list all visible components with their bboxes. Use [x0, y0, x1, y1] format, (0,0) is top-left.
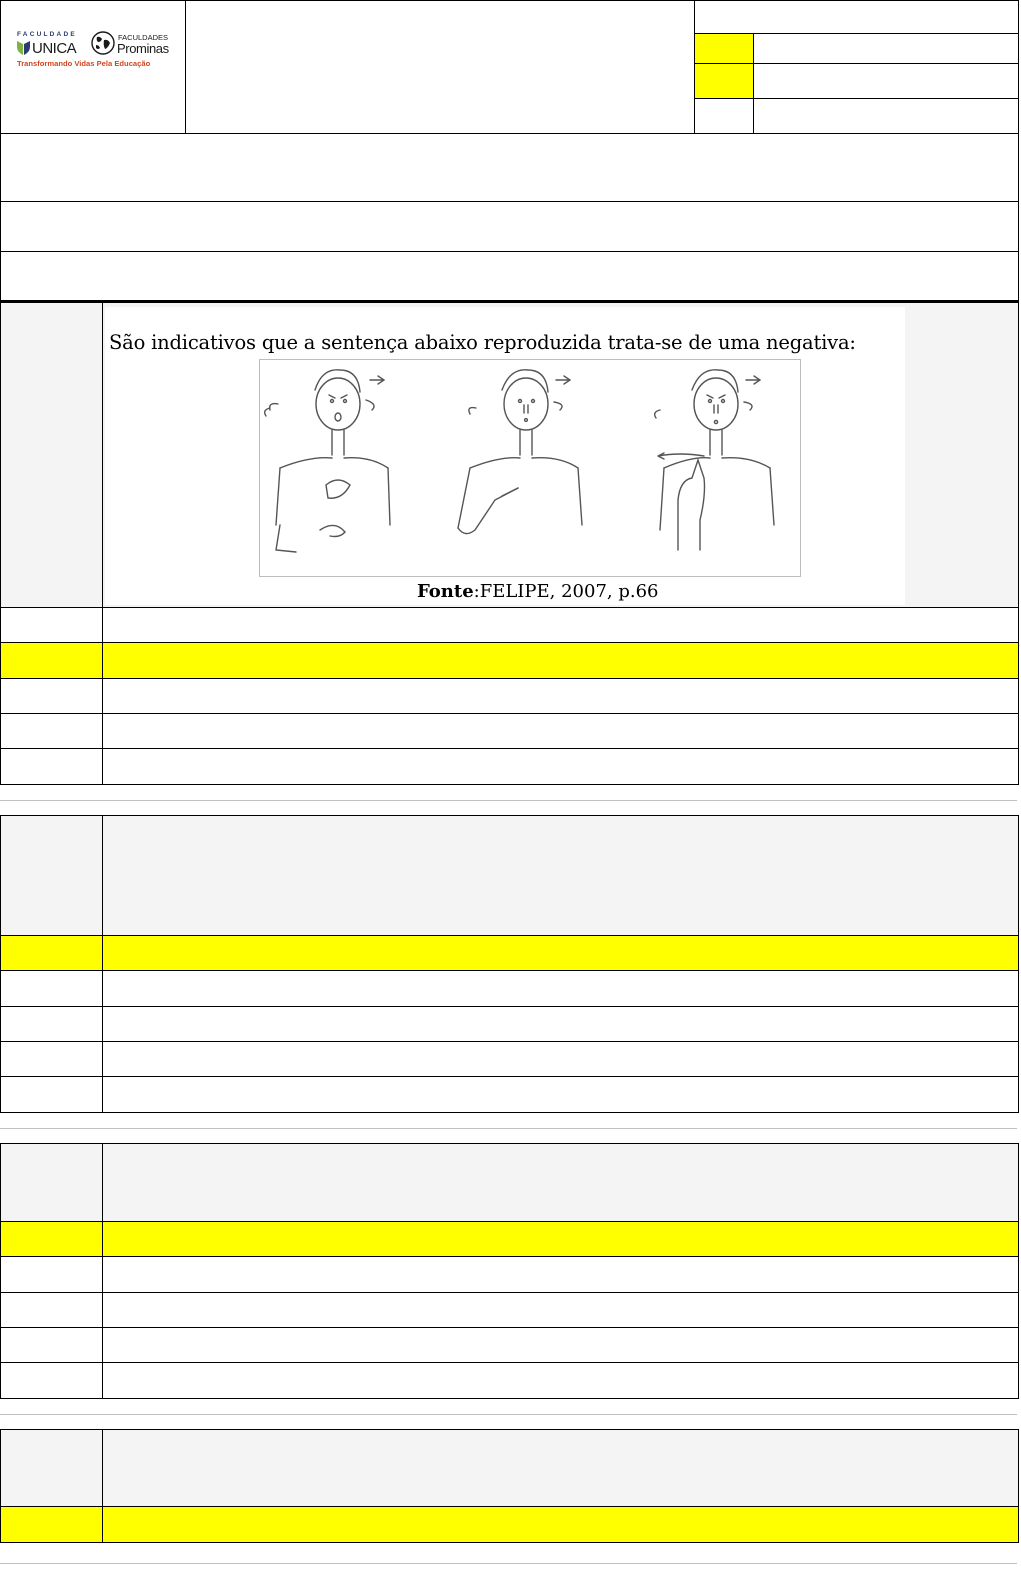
answer-option-d[interactable] — [1, 714, 1018, 749]
option-key — [1, 936, 103, 970]
sign-language-illustration — [259, 359, 801, 577]
question-block — [0, 1429, 1019, 1543]
shield-icon — [17, 41, 30, 55]
separator — [0, 1128, 1017, 1129]
answer-option-a[interactable] — [1, 936, 1018, 971]
meta-row — [695, 1, 1018, 34]
option-key — [1, 971, 103, 1006]
option-key — [1, 1293, 103, 1327]
question-figure — [105, 307, 905, 605]
info-row — [0, 252, 1019, 302]
answer-option-c[interactable] — [1, 1293, 1018, 1328]
question-number-cell — [1, 303, 103, 607]
question-number-cell — [1, 1430, 103, 1506]
answer-option-b[interactable] — [1, 971, 1018, 1007]
question-block — [0, 302, 1019, 785]
signer-figure-2 — [458, 370, 582, 534]
answer-option-a[interactable] — [1, 1222, 1018, 1257]
option-key — [1, 679, 103, 713]
separator — [0, 1414, 1017, 1415]
answer-option-c[interactable] — [1, 679, 1018, 714]
title-cell — [186, 1, 695, 133]
answer-option-e[interactable] — [1, 1077, 1018, 1112]
figure-caption: São indicativos que a sentença abaixo reproduzida trata-se de uma negativa: — [109, 331, 856, 354]
unica-prefix: FACULDADE — [17, 31, 77, 38]
globe-icon — [91, 31, 115, 55]
option-key — [1, 1507, 103, 1542]
question-stem — [1, 816, 1018, 936]
question-block — [0, 1143, 1019, 1399]
figure-source — [417, 581, 659, 602]
question-stem — [1, 303, 1018, 608]
meta-row — [695, 64, 1018, 99]
unica-logo — [15, 31, 91, 59]
option-key — [1, 1007, 103, 1041]
question-number-cell — [1, 816, 103, 935]
answer-option-b[interactable] — [1, 1257, 1018, 1293]
signer-figure-3 — [655, 370, 774, 550]
info-row — [0, 202, 1019, 252]
prominas-prefix: FACULDADES — [118, 33, 169, 42]
answer-option-e[interactable] — [1, 749, 1018, 784]
signer-figure-1 — [265, 370, 390, 552]
logo-cell — [1, 1, 186, 133]
prominas-logo — [91, 29, 179, 59]
info-row — [0, 134, 1019, 202]
option-key — [1, 643, 103, 678]
option-key — [1, 1328, 103, 1362]
answer-option-e[interactable] — [1, 1363, 1018, 1398]
answer-option-a[interactable] — [1, 608, 1018, 643]
question-stem — [1, 1144, 1018, 1222]
document-header — [0, 0, 1019, 134]
option-key — [1, 714, 103, 748]
meta-key-highlight — [695, 64, 754, 98]
option-key — [1, 1077, 103, 1112]
answer-option-b[interactable] — [1, 643, 1018, 679]
meta-row — [695, 99, 1018, 133]
slogan: Transformando Vidas Pela Educação — [17, 59, 151, 68]
answer-option-a[interactable] — [1, 1507, 1018, 1542]
question-block — [0, 815, 1019, 1113]
question-stem — [1, 1430, 1018, 1507]
separator — [0, 800, 1017, 801]
source-citation: :FELIPE, 2007, p.66 — [473, 581, 659, 602]
prominas-name: Prominas — [117, 41, 169, 56]
option-key — [1, 1257, 103, 1292]
meta-row — [695, 34, 1018, 64]
question-number-cell — [1, 1144, 103, 1221]
answer-option-d[interactable] — [1, 1328, 1018, 1363]
option-key — [1, 1042, 103, 1076]
meta-key-highlight — [695, 34, 754, 63]
answer-option-c[interactable] — [1, 1007, 1018, 1042]
option-key — [1, 608, 103, 642]
header-meta-table — [695, 1, 1018, 133]
separator — [0, 1563, 1017, 1564]
unica-name: UNICA — [32, 40, 77, 57]
option-key — [1, 1363, 103, 1398]
option-key — [1, 749, 103, 784]
option-key — [1, 1222, 103, 1256]
source-label: Fonte — [417, 581, 474, 602]
answer-option-d[interactable] — [1, 1042, 1018, 1077]
meta-key — [695, 99, 754, 133]
